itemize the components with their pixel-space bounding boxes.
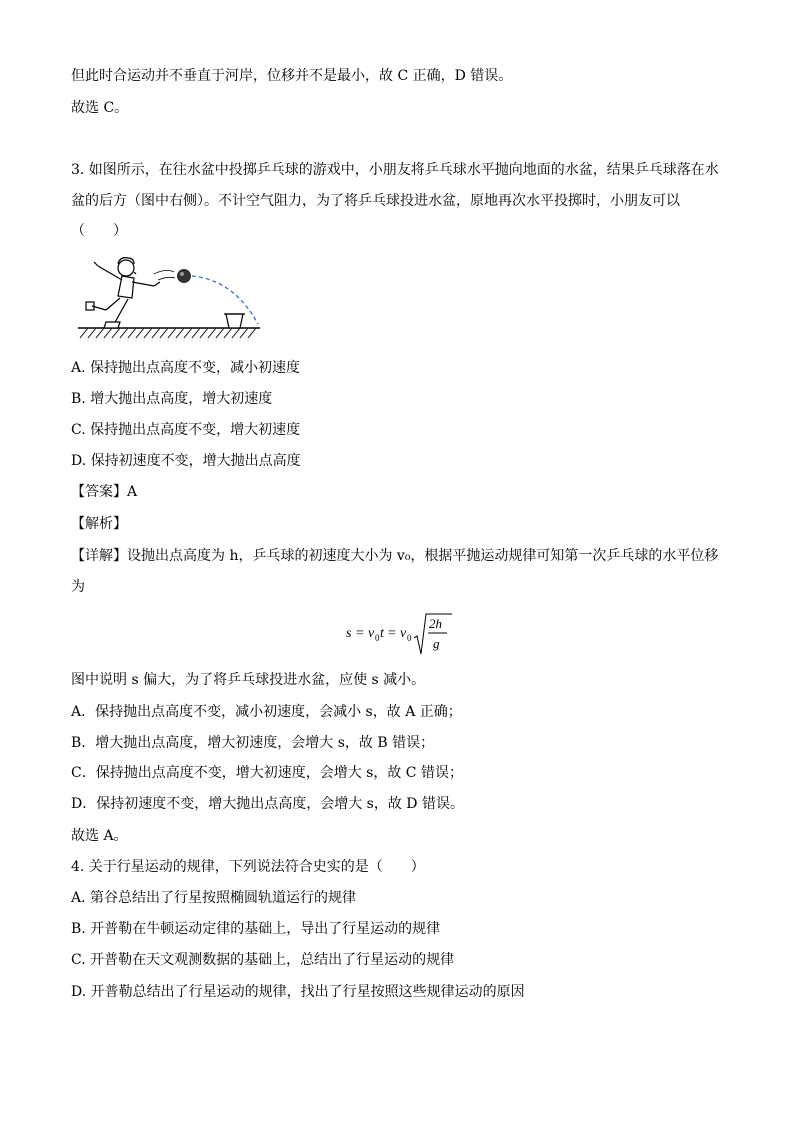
- formula-t: t: [380, 626, 384, 641]
- explanation-a: A．保持抛出点高度不变，减小初速度，会减小 s，故 A 正确；: [71, 704, 462, 720]
- q3-option-c: C. 保持抛出点高度不变，增大初速度: [71, 422, 301, 438]
- throwing-figure: [74, 252, 264, 340]
- displacement-formula: [346, 610, 456, 658]
- child-figure: [86, 258, 160, 328]
- q4-option-a: A. 第谷总结出了行星按照椭圆轨道运行的规律: [71, 890, 357, 906]
- formula-numerator: 2h: [429, 616, 442, 631]
- formula-sub02: 0: [407, 633, 412, 643]
- question-4-stem: 4. 关于行星运动的规律，下列说法符合史实的是（ ）: [71, 859, 425, 875]
- q3-option-a: A. 保持抛出点高度不变，减小初速度: [71, 360, 301, 376]
- analysis-tag: 【解析】: [71, 516, 127, 532]
- choose-line: 故选 A。: [71, 828, 128, 844]
- detail-text: 设抛出点高度为 h，乒乓球的初速度大小为 v₀，根据平抛运动规律可知第一次乒乓球的水平位移: [127, 548, 719, 564]
- q3-option-d: D. 保持初速度不变，增大抛出点高度: [71, 453, 301, 469]
- q4-option-c: C. 开普勒在天文观测数据的基础上，总结出了行星运动的规律: [71, 952, 455, 968]
- answer-blank: （ ）: [71, 223, 127, 239]
- q4-option-d: D. 开普勒总结出了行星运动的规律，找出了行星按照这些规律运动的原因: [71, 984, 525, 1000]
- formula-eq1: =: [356, 626, 364, 641]
- detail-line: [71, 546, 718, 566]
- answer-line: [71, 482, 137, 502]
- q4-option-b: B. 开普勒在牛顿运动定律的基础上，导出了行星运动的规律: [71, 921, 441, 937]
- text-line: 故选 C。: [71, 100, 129, 116]
- explanation-c: C．保持抛出点高度不变，增大初速度，会增大 s，故 C 错误；: [71, 765, 463, 781]
- text-line: 但此时合运动并不垂直于河岸，位移并不是最小，故 C 正确，D 错误。: [71, 68, 513, 84]
- text-line: 图中说明 s 偏大，为了将乒乓球投进水盆，应使 s 减小。: [71, 672, 426, 688]
- q3-option-b: B. 增大抛出点高度，增大初速度: [71, 391, 273, 407]
- question-3-stem: 盆的后方（图中右侧）。不计空气阻力，为了将乒乓球投进水盆，原地再次水平投掷时，小朋友可以: [71, 193, 680, 209]
- motion-lines: [154, 270, 175, 280]
- formula-v2: v: [400, 626, 407, 641]
- explanation-d: D．保持初速度不变，增大抛出点高度，会增大 s，故 D 错误。: [71, 796, 464, 812]
- detail-tag: 【详解】: [71, 548, 127, 564]
- answer-value: A: [127, 484, 138, 500]
- trajectory-curve: [192, 276, 258, 324]
- water-basin: [226, 314, 243, 328]
- ping-pong-ball: [177, 269, 191, 283]
- answer-tag: 【答案】: [71, 484, 127, 500]
- detail-line-2: 为: [71, 579, 85, 595]
- formula-eq2: =: [388, 626, 396, 641]
- question-3-stem: 3. 如图所示，在往水盆中投掷乒乓球的游戏中，小朋友将乒乓球水平抛向地面的水盆，结果乒乓球落在水: [71, 162, 719, 178]
- ground-hatching: [80, 328, 256, 338]
- formula-sub0: 0: [375, 633, 380, 643]
- explanation-b: B．增大抛出点高度，增大初速度，会增大 s，故 B 错误；: [71, 735, 435, 751]
- formula-denominator: g: [433, 636, 440, 651]
- formula-v: v: [368, 626, 375, 641]
- formula-s: s: [346, 626, 352, 641]
